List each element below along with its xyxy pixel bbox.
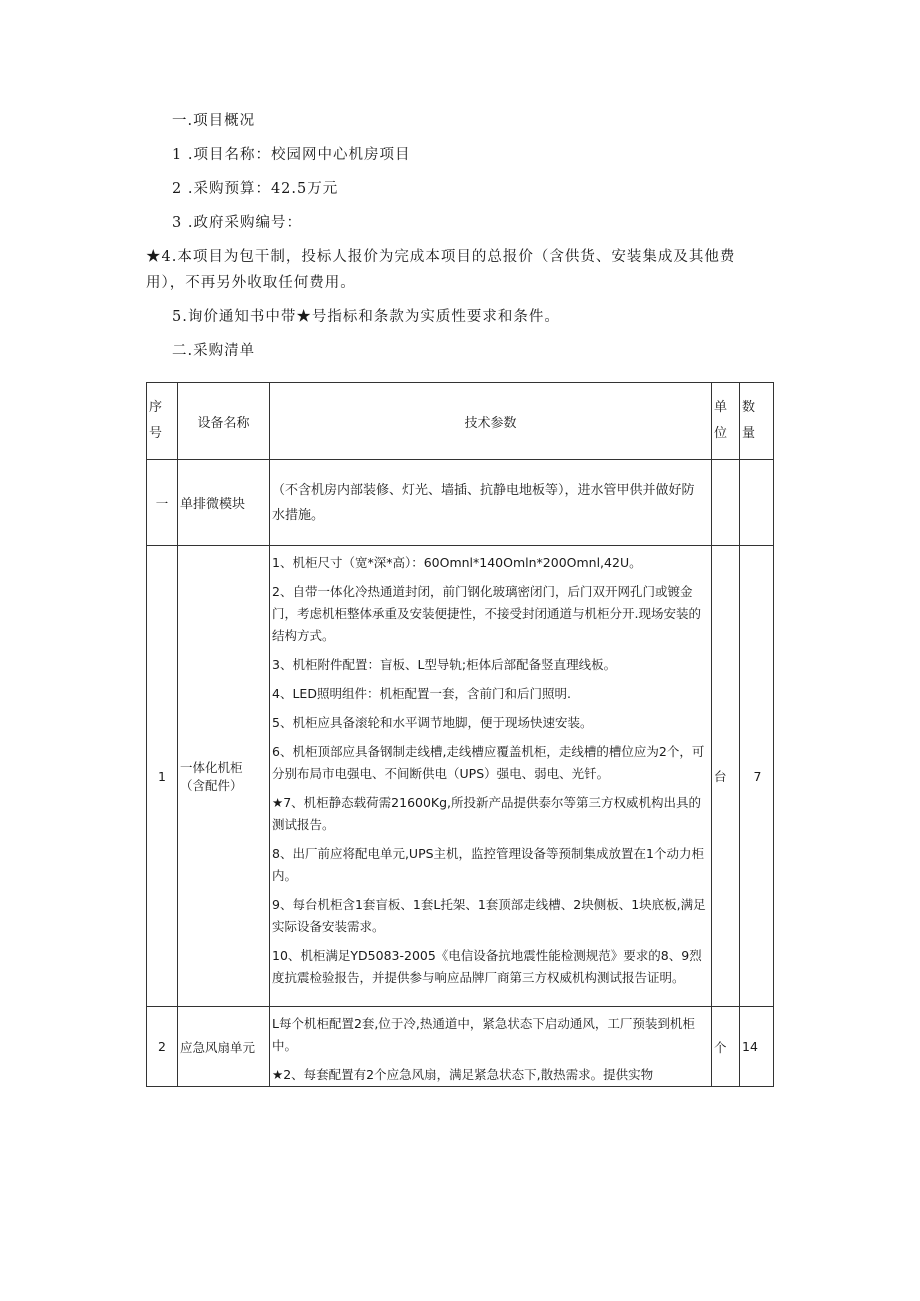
tech-param: 1、机柜尺寸（宽*深*高）：60Omnl*140Omln*200Omnl,42U。: [272, 555, 642, 570]
table-row-category: [147, 460, 774, 546]
row-index: 2: [147, 1007, 178, 1087]
row-quantity: 7: [740, 546, 774, 1007]
intro-section: [146, 108, 776, 364]
row-tech-params: [270, 546, 712, 1007]
row-tech-params: [270, 1007, 712, 1087]
header-quantity: 数 量: [740, 383, 774, 460]
tech-param: 5、机柜应具备滚轮和水平调节地脚，便于现场快速安装。: [272, 715, 593, 730]
category-unit: [712, 460, 740, 546]
tech-param: 6、机柜顶部应具备钢制走线槽,走线槽应覆盖机柜，走线槽的槽位应为2个，可分别布局市电强电、不间断供电（UPS）强电、弱电、光钎。: [272, 744, 705, 781]
tech-param: ★2、每套配置有2个应急风扇，满足紧急状态下,散热需求。提供实物: [272, 1067, 654, 1082]
tech-param: 4、LED照明组件：机柜配置一套，含前门和后门照明.: [272, 686, 571, 701]
table-row: [147, 546, 774, 1007]
tech-param: L每个机柜配置2套,位于冷,热通道中，紧急状态下启动通风，工厂预装到机柜中。: [272, 1016, 695, 1053]
category-desc: （不含机房内部装修、灯光、墙插、抗静电地板等），进水管甲供并做好防水措施。: [270, 460, 712, 546]
star-clause-note: 5.询价通知书中带★号指标和条款为实质性要求和条件。: [172, 309, 560, 325]
section-heading-overview: 一.项目概况: [172, 113, 256, 129]
lump-sum-clause-line1: ★4.本项目为包干制，投标人报价为完成本项目的总报价（含供货、安装集成及其他费: [146, 249, 736, 265]
row-unit: 个: [712, 1007, 740, 1087]
project-name: 1 .项目名称：校园网中心机房项目: [172, 147, 411, 163]
category-qty: [740, 460, 774, 546]
row-unit: 台: [712, 546, 740, 1007]
project-budget: 2 .采购预算：42.5万元: [172, 181, 339, 197]
tech-param: 2、自带一体化冷热通道封闭，前门钢化玻璃密闭门，后门双开网孔门或镀金门，考虑机柜整体承重及安装便捷性，不接受封闭通道与机柜分开.现场安装的结构方式。: [272, 584, 701, 643]
procurement-table: [146, 382, 774, 1087]
header-unit: 单 位: [712, 383, 740, 460]
table-row: [147, 1007, 774, 1087]
row-index: 1: [147, 546, 178, 1007]
tech-param: 8、出厂前应将配电单元,UPS主机，监控管理设备等预制集成放置在1个动力柜内。: [272, 846, 705, 883]
tech-param: 9、每台机柜含1套盲板、1套L托架、1套顶部走线槽、2块侧板、1块底板,满足实际设备安装需求。: [272, 897, 706, 934]
header-device-name: 设备名称: [178, 383, 270, 460]
row-quantity: 14: [740, 1007, 774, 1087]
procurement-number: 3 .政府采购编号：: [172, 215, 302, 231]
category-index: 一: [147, 460, 178, 546]
row-device-name: 一体化机柜 （含配件）: [178, 546, 270, 1007]
tech-param: 10、机柜满足YD5083-2005《电信设备抗地震性能检测规范》要求的8、9烈度抗震检验报告，并提供参与响应品牌厂商第三方权威机构测试报告证明。: [272, 948, 702, 985]
lump-sum-clause-line2: 用），不再另外收取任何费用。: [146, 275, 356, 291]
section-heading-list: 二.采购清单: [172, 343, 256, 359]
table-header-row: [147, 383, 774, 460]
row-device-name: 应急风扇单元: [178, 1007, 270, 1087]
category-name: 单排微模块: [178, 460, 270, 546]
header-index: 序 号: [147, 383, 178, 460]
tech-param: ★7、机柜静态载荷需21600Kg,所投新产品提供泰尔等第三方权威机构出具的测试报告。: [272, 795, 702, 832]
header-tech-params: 技术参数: [270, 383, 712, 460]
tech-param: 3、机柜附件配置：盲板、L型导轨;柜体后部配备竖直理线板。: [272, 657, 617, 672]
